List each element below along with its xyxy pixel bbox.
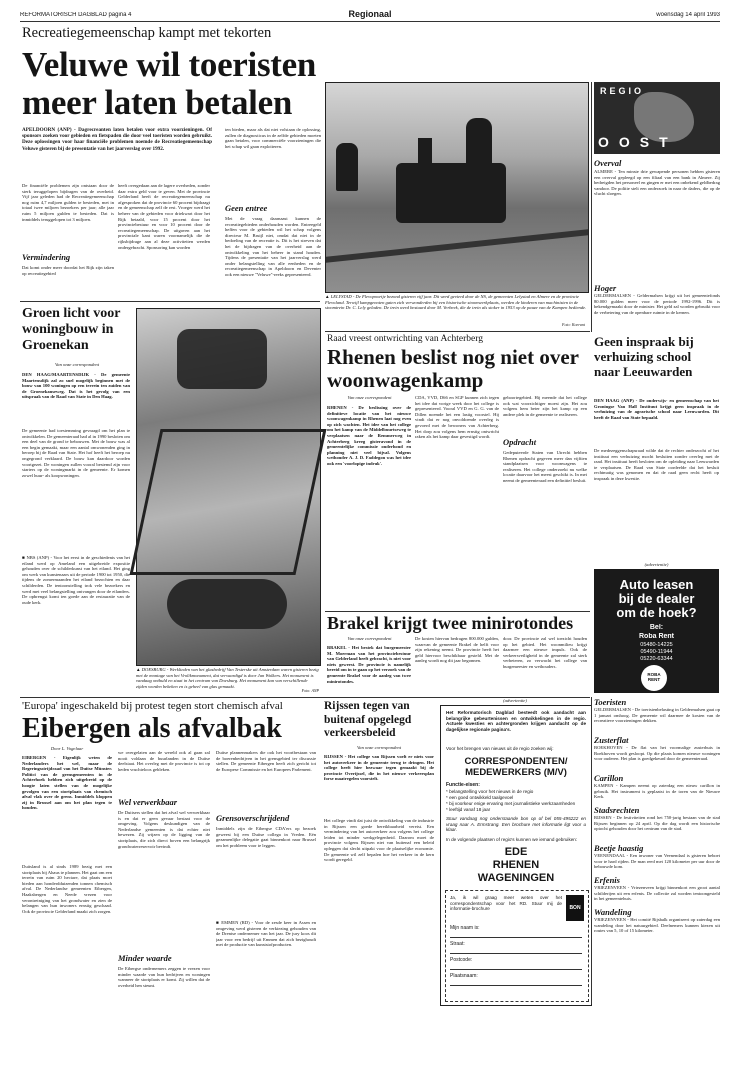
ad1-company: Roba Rent [639,633,674,640]
lead-headline: Veluwe wil toeristen meer laten betalen [22,46,317,122]
article6-emmen: ■ EMMEN (RD) - Voor de zesde keer in Assen en omgeving werd gisteren de verkiezing gehouden van de Drentse ondernemer van het jaar. De jury koos dit jaar voor een bedrijf uit Emmen dat zich bezighoudt met de productie van kunststofproducten. [216,920,316,948]
coupon-field-place[interactable] [450,973,582,986]
sidebar-title-2: Toeristen [594,697,627,707]
coupon-field-postcode[interactable] [450,957,582,970]
article3-byline: Van onze correspondent [347,395,392,400]
sidebar-title-7: Erfenis [594,875,620,885]
article5-col1: BRAKEL - Het bestek dat burgemeester M. Moerman van het provinciebestuur van Gelderland heeft gebracht, is niet voor niets geweest. De provincie is namelijk bereid om in te gaan op het verzoek van de gemeente Brakel voor de aanleg van twee minirotondes. [327,645,411,684]
lead-kicker: Recreatiegemeenschap kampt met tekorten [22,25,272,41]
article7-headline: Rijssen tegen van buitenaf opgelegd verkeersbeleid [324,700,412,739]
robarent-ad [594,569,719,693]
lead-intro: APELDOORN (ANP) - Dagrecreanten laten betalen voor extra voorzieningen. Of sponsors zoeken voor gebieden en fietspaden die door veel toeristen worden gebruikt. Deze oplossingen voor haar financiële problemen noemde de Recreatiegemeenschap Veluwe gisteren bij de presentatie van het jaarverslag over 1992. [22,127,212,152]
ad2-place-1: EDE [504,846,528,858]
article2-body: De gemeente had toestemming gevraagd om het plan te ontwikkelen. De gemeenteraad had al in 1990 besloten om een deel van de grond te bebouwen. Met de bouw was al een begin gemaakt, maar een aantal omwonenden ging in beroep bij de Raad van State. Het hof heeft het beroep nu ongegrond verklaard. De bouw kan daardoor worden voortgezet. De woningen zullen vooral bestemd zijn voor starters op de woningmarkt in de gemeente. Er komen zowel huur- als koopwoningen. [22,428,130,478]
sidebar-news [594,158,720,334]
divider-lead [20,301,320,302]
lead-col3b: Met de vraag daarnaast kunnen de recreatiegebieden onderhouden worden. Entreegeld heffen voor de gebieden wil het schap volgens directeur M. Bruijl niet, omdat dat niet in de bedoeling van de recreatie is. Dit is het streven dat het de bijdragen van de overheid aan de ontwikkeling van het beheer in stand houden. Tijdens de presentatie van het jaarverslag werd onder belangstelling van alle eenheden en de recreatiegemeenschap in Apeldoorn en Deventer ook een nieuwe "Veluwe"-reeks gepresenteerd. [225,216,321,277]
article6-col3b: Inmiddels zijn de Eibergse CDA'ers op bezoek geweest bij een Duitse collega in Vreden. Eén gezamenlijke delegatie gaat binnenkort naar Brussel om het probleem voor te leggen. [216,826,316,848]
glass-frame [129,429,326,575]
article6-sub1: Wel verwerkbaar [118,797,178,807]
driver-figure [466,118,492,168]
photo2-credit: Foto: ANP [301,688,319,693]
article5-col2: De kosten hiervan bedragen 800.000 gulden, waarvan de gemeente Brakel de helft voor zijn rekening neemt. De provincie heeft het geld hiervoor beschikbaar gesteld. Met de aanleg wordt nog dit jaar begonnen. [415,636,499,664]
workers-shape [177,329,267,389]
sidebar-title-5: Stadsrechten [594,805,640,815]
ad1-bel: Bel: [649,624,664,631]
article2-byline: Van onze correspondent [55,362,99,367]
article5-col3: door. De provincie zal wel toezicht houden op het gebied. Het woonmilieu krijgt daarmee een nieuwe impuls. Ook de verkeersveiligheid in de gemeente zal sterk verbeteren, zo verwacht het college van burgemeester en wethouders. [503,636,587,669]
sidebar-title-1: Hoger [594,283,617,293]
article2-nbs: ■ NBS (ANP) - Voor het eerst in de geschiedenis van het eiland werd op Ameland een uitgebreide expositie gehouden over de schilderkunst van het eiland. Het ging om werk van kunstenaars uit de periode 1900 tot 1950, die tijdens de zomermaanden het eiland bezochten en daar schilderden. De tentoonstelling trok vele bezoekers en werd met veel belangstelling ontvangen door de eilanders. De opbrengst komt ten goede aan de restauratie van de oude kerk. [22,555,130,605]
correspondent-ad [440,705,592,1006]
ad1-logo-text: ROBA RENT [647,672,661,682]
article6-byline: Door L. Vogelaar [50,746,84,751]
ad2-functie-3: * bij voorkeur enige ervaring met journalistieke werkzaamheden [446,801,576,806]
sidebar-text-4: KAMPEN - Kampen neemt op zaterdag een nieuw carillon in gebruik. Het instrument is geplaatst in de toren van de Nieuwe Kerk. [594,783,720,800]
article7-byline: Van onze correspondent [357,745,401,750]
ad1-phone-2: 05490-11944 [640,649,673,655]
locomotive-chimney [418,138,432,168]
divider-article3 [325,331,590,332]
locomotive-shape [396,163,506,223]
article4-body: De medezeggenschapsraad wilde dat de rechter onderzocht of het instituut een verhuizing mocht besluiten zonder overleg met de raad. Het instituut heeft besloten om de opleiding naar Leeuwarden te verplaatsen. De Raad van State oordeelde dat het besluit rechtmatig was genomen en dat de raad geen recht heeft op inspraak in deze kwestie. [594,448,719,481]
photo2-caption: ▲ DOESBURG - Werklieden van het glasbedrijf Van Testerske uit Amsterdam waren gisteren bezig met de montage van het Vrolikmonument, dat vervaardigd is door Jan Wolkers. Het monument is vandaag onthuld en staat in het centrum van Doesburg. Het monument kan van verschillende zijden worden bekeken en is geheel van glas gemaakt. [136,667,319,689]
coupon-field-name[interactable] [450,925,582,938]
article6-headline: Eibergen als afvalbak [22,714,282,744]
sidebar-title-8: Wandeling [594,907,632,917]
article5-headline: Brakel krijgt twee minirotondes [327,613,574,633]
article7-intro: RIJSSEN - Het college van Rijssen voelt er niets voor het autoverkeer in de gemeente terug te dringen. Het college heeft hier bezwaar tegen gemaakt bij de provincie Overijssel, die in het nieuwe verkeersplan forse maatregelen voorstelt. [324,754,434,782]
lead-sub1: Vermindering [22,252,71,262]
article4-headline: Geen inspraak bij verhuizing school naar Leeuwarden [594,334,694,379]
sidebar-text-0: ALMERE - Ten minste drie gewapende personen hebben gisteren een overval gepleegd op een filiaal van een bank in Almere. Zij bedreigden het personeel en gingen er met een onbekend geldbedrag vandoor. De politie stelt een onderzoek in naar de daders, die op de vlucht sloegen. [594,169,720,197]
article3-headline: Rhenen beslist nog niet over woonwagenkamp [327,346,579,392]
sidebar-text-6: VEENENDAAL - Een inwoner van Veenendaal is gisteren beboet voor te hard rijden. De man reed met 120 kilometer per uur door de bebouwde kom. [594,853,720,870]
article6-sub2: Grensoverschrijdend [216,813,290,823]
article6-col1b: De Eibergse ondernemers zeggen te vrezen voor minder waarde van hun bedrijven en woningen wanneer de stortplaats er komt. Zij willen dat de overheid hen steunt. [118,966,210,988]
divider-article5 [325,611,590,612]
sidebar-rule-lower [591,697,592,1004]
pipe-shape [167,579,287,629]
ad2-contact: Stuur vandaag nog onderstaande bon op of bel 055-495222 en vraag naar A. Ermstrang. Een brochure met informatie ligt voor u klaar. [446,816,586,833]
ad1-line2: bij de dealer [618,591,695,606]
sidebar-text-2: GELDERMALSEN - De toeristenbelasting in Geldermalsen gaat op 1 januari omhoog. De gemeente wil daarmee de kosten van de recreatieve voorzieningen dekken. [594,707,720,724]
article2-intro: DEN HAAG/MAARTENSDIJK - De gemeente Maartensdijk zal zo snel mogelijk beginnen met de bouw van 100 woningen op een terrein ten zuiden van de Groenekanseweg. Dat is het gevolg van een uitspraak van de Raad van State in Den Haag. [22,372,130,400]
doesburg-photo [136,308,321,666]
ad2-region: In de volgende plaatsen of regio's kunnen we iemand gebruiken: [446,837,578,842]
photo1-credit: Foto: Koerant [562,322,585,327]
child-figure [336,143,358,191]
article4-intro: DEN HAAG (ANP) - De onderwijs- en gemeenschap van het Groningse Van Hall Instituut krijgt geen inspraak in de verhuizing van de agrarische school naar Leeuwarden. Dit heeft de Raad van State bepaald. [594,398,719,420]
sidebar-title-4: Carillon [594,773,624,783]
sidebar-lower [594,697,720,1004]
article6-intro: EIBERGEN - Eigenlijk weten de Nederlanders het wel, maar de Regeringsstrijdraad van het Duitse Münster. Politici van de grensgemeenten in de Achterhoek hebben zich uitgebreid op de hoogte laten stellen van de mogelijke gevolgen van een stortplaats van chemisch afval vlak over de grens. Inmiddels kloppen zij in Brussel aan om het plan tegen te houden. [22,755,112,811]
ad2-coupon-text: Ja, ik wil graag meer weten over het correspondentschap voor het RD. Stuur mij de informatie-brochure [450,895,562,912]
rail-track [326,229,588,263]
robarent-logo [641,665,667,691]
ad2-place-3: WAGENINGEN [477,872,555,884]
masthead-date: woensdag 14 april 1993 [656,12,720,18]
article6-col1: Duitsland is al sinds 1989 bezig met een stortplaats bij Ahaus te plannen. Het gaat om een terrein van ruim 20 hectare, dat plaats moet bieden aan honderdduizenden tonnen chemisch afval. De Nederlandse gemeenten Eibergen, Haaksbergen en Neede vrezen voor verontreiniging van het grondwater en zien de belangen van hun inwoners ernstig geschaad. Ook de provincie Gelderland maakt zich zorgen. [22,864,112,914]
coupon-field-postcode-label: Postcode: [450,957,473,963]
coupon-tag: BON [566,895,584,921]
article6-col2: we overgelaten aan de wereld ook al gaan zal nooit voldaan de buurlanden in de Duitse deelstaat. Het overleg met de provincie is tot op heden vruchteloos gebleken. [118,750,210,772]
ad1-phone-1: 05480-14225 [640,642,673,648]
ad1-line1: Auto leasen [619,577,694,592]
article5-byline: Van onze correspondent [347,636,392,641]
masthead-rule [20,21,720,22]
coupon-box [445,890,589,1002]
ad2-intro: Het Reformatorisch Dagblad besteedt ook aandacht aan belangrijke gebeurtenissen en ontwikkelingen in de regio. Actuele kwesties en achtergronden krijgen aandacht op de dagelijkse regionale pagina's. [446,710,586,732]
article6-col3: Duitse plannenmakers die ook het voortbestaan van de boerenbedrijven in het grensgebied ter discussie stellen. De gemeente Eibergen heeft zich gericht tot de Europese Commissie en het Europees Parlement. [216,750,316,772]
ad2-place-2: RHENEN [492,859,540,871]
article6-sub3: Minder waarde [118,953,172,963]
ad2-label: (advertentie) [503,698,527,703]
sidebar-rule [591,82,592,332]
sidebar-title-0: Overval [594,158,622,168]
article6-kicker: 'Europa' ingeschakeld bij protest tegen stort chemisch afval [22,700,283,712]
photo1-caption: ▲ LELYSTAD - De Flevopoortje bezond gisteren vijf jaar. Dit werd gevierd door de NS, de gemeenten Lelystad en Almere en de provincie Flevoland. Terwijl kampgenoten gaten zich verwonderden bij een historische stoomwerkplaats, werden de kinderen van machinisten in de stoomtrein Dr. C. Lely geladen. De trein werd bestuurd door M. Verbeek, die de trein als stoker in 1953 op de pauze van de Kampen bediende. [325,294,587,311]
sidebar-text-1: GELDERMALSEN - Geldermalsen krijgt uit het gemeentefonds 80.000 gulden meer voor de periode 1992-1996. Dit is bekendgemaakt door de minister. Het geld zal worden gebruikt voor de verbetering van de openbare ruimte in de kernen. [594,293,720,315]
coupon-field-street-label: Straat: [450,941,465,947]
article3-col2: CDA, VVD, D66 en SGP kunnen zich tegen het idee dat vorige week door het college is gepresenteerd. Vooral VVD en G. G. van de Dillen noemde het een lastig voorstel. Hij vindt dat er nog onvoldoende overleg is gevoerd met de bewoners van Achterberg. Het dorp zou volgens hem ernstig ontwricht raken als het kamp daar gevestigd wordt. [415,395,499,440]
masthead-left: REFORMATORISCH DAGBLAD pagina 4 [20,12,132,18]
sidebar-text-7: VRIEZENVEEN - Vriezenveen krijgt binnenkort een groot aantal schilderijen uit een erfenis. De collectie zal worden tentoongesteld in het gemeentehuis. [594,885,720,902]
ad2-functie-1: * belangstelling voor het nieuws in de regio [446,789,534,794]
ad1-phone-3: 05220-63344 [640,656,673,662]
article7-body: Het college vindt dat juist de ontwikkeling van de industrie in Rijssen een goede bereikbaarheid vereist. Een vermindering van het autoverkeer zou volgens het college leiden tot minder werkgelegenheid. Daarom moet de provincie volgens Rijssen niet van buitenaf een beleid opleggen dat slecht uitpakt voor de plaatselijke economie. De gemeente wil zelf bepalen hoe het verkeer in de kern wordt geregeld. [324,818,434,863]
sidebar-text-3: BOEKHOVEN - De flat van het voormalige zusterhuis in Boekhoven wordt gesloopt. Op die plaats komen nieuwe woningen voor ouderen. Het plan is goedgekeurd door de gemeenteraad. [594,745,720,762]
ad2-title2: MEDEWERKERS (M/V) [465,767,567,778]
ad2-title1: CORRESPONDENTEN/ [464,756,568,767]
ad1-line3: om de hoek? [616,605,697,620]
article3-col3b: Gedeputeerde Staten van Utrecht hebben Rhenen opdracht gegeven meer dan vijftien standplaatsen voor woonwagens te realiseren. Het college onderzoekt nu welke locatie daarvoor het meest geschikt is. In mei neemt de gemeenteraad een definitief besluit. [503,450,587,483]
coupon-field-name-label: Mijn naam is: [450,925,480,931]
regio-header-2: OOST [598,134,678,150]
article3-col3: geboortegebied. Hij meende dat het college ook wat voorzichtiger moest zijn. Het zou volgens hem beter zijn het kamp op een andere plek in de gemeente te realiseren. [503,395,587,417]
steam-train-photo [325,82,589,293]
regio-header-1: REGIO [600,86,645,96]
lead-col1b: Dat komt onder meer doordat het Rijk zijn taken op recreatiegebied [22,265,114,276]
ad2-functie-2: * een goed ontwikkeld taalgevoel [446,795,514,800]
sidebar-text-5: RIJSSEN - De festiviteiten rond het 750-jarig bestaan van de stad Rijssen beginnen op 24 april. Op die dag wordt een historische optocht gehouden door het centrum van de stad. [594,815,720,832]
sidebar-text-8: VRIEZENVEEN - Het comité Rijsbalk organiseert op zaterdag een wandeling door het natuurgebied. Deelnemers kunnen kiezen uit routes van 5, 10 of 15 kilometer. [594,917,720,934]
article6-col2b: De Duitsers stellen dat het afval wel verwerkbaar is en dat er geen gevaar bestaat voor de omgeving. Volgens deskundigen van de Nederlandse gemeenten is dat echter niet bewezen. Zij wijzen op de ligging van de stortplaats, die zich direct boven een belangrijk grondwaterreservoir bevindt. [118,810,210,849]
coupon-field-place-label: Plaatsnaam: [450,973,478,979]
sidebar-title-6: Beetje haastig [594,843,644,853]
masthead-section: Regionaal [348,9,392,19]
lead-col3: ten bieden, maar als dat niet volstaan de oplossing, zullen de diagnosticus in de zelfde gebieden moeten gaan betalen, voor commerciële voorzieningen die het schap wil gaan exploiteren. [225,127,321,149]
regio-oost-header [594,82,720,154]
ad1-label: (advertentie) [644,562,669,567]
lead-col1: De financiële problemen zijn ontstaan door de sterk teruggelopen bijdragen van de overheid. Vijf jaar geleden had de Recreatiegemeenschap nog ruim 4,7 miljoen gulden te besteden, met in totaal twee miljoen bezoekers per jaar; alle jaar ruim 5 miljoen gulden te besteden. Dat is inmiddels teruggelopen tot 3 miljoen. [22,183,114,222]
sidebar-title-3: Zusterflat [594,735,629,745]
article3-kicker: Raad vreest ontwrichting van Achterberg [327,334,483,344]
article2-headline: Groen licht voor woningbouw in Groenekan [22,306,121,353]
ad2-sub: Voor het brengen van nieuws uit de regio zoeken wij: [446,746,554,751]
ad2-functies-label: Functie-eisen: [446,782,480,788]
lead-col2: heeft overgedaan aan de lagere overheden, zonder daar extra geld voor te geven. Met de provincie Gelderland heeft de recreatiegemeenschap nu afgesproken dat de provincie 60 procent bijdraagt en de gemeenschap zelf de rest. Vroeger werd het beheer van de gebieden voor driekwart door het Rijk betaald, voor 15 procent door het provinciebestuur en voor 10 procent door de recreatiegemeenschap. De uitgaven aan het provinciale kant waren voornamelijk die de rijksbijdrage aan al deze activiteiten werden ondergebracht. Sponsoring kan worden [118,183,210,250]
coupon-field-street[interactable] [450,941,582,954]
article3-sub: Opdracht [503,437,537,447]
lead-sub2: Geen entree [225,203,268,213]
article3-intro: RHENEN - De beslissing over de definitieve locatie van het nieuwe woonwagenkamp in Rhenen laat nog even op zich wachten. Het idee van het college om het kamp van de Middelbuurtseweg te verplaatsen naar de Remmerweg in Achterberg kreeg gisteravond in de gemeentelijke commissie onderhoud en planning niet veel bijval. Volgens wethouder A. J. D. Faddegon was het idee ook een 'voorlopige indruk'. [327,405,411,466]
ad2-functie-4: * leeftijd vanaf 18 jaar [446,807,491,812]
